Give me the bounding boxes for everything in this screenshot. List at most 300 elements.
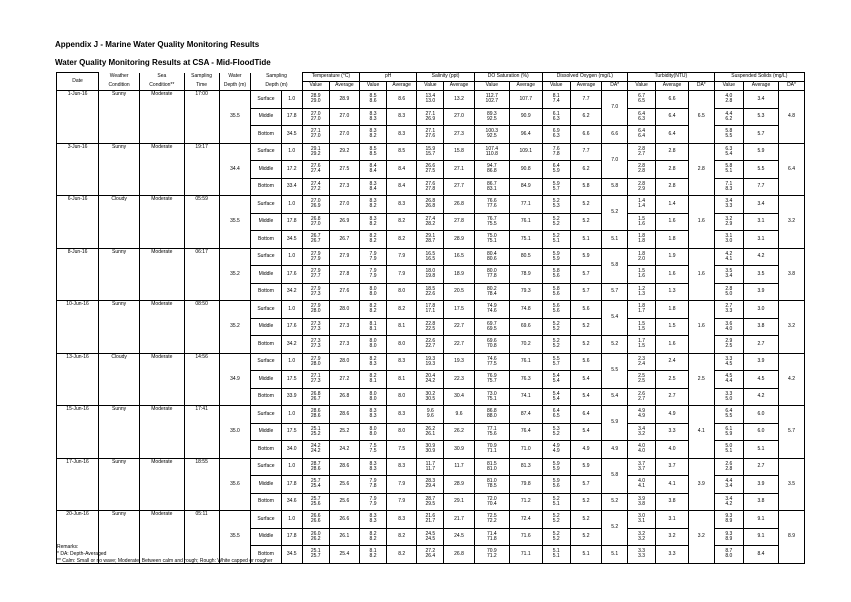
ph-value-reading: 7.5	[369, 443, 377, 449]
turbidity-value-reading: 2.8	[638, 180, 646, 187]
ph-value-reading: 7.9	[369, 478, 377, 484]
turbidity-value	[628, 143, 656, 161]
sampling-depth-value: 33.4	[281, 178, 302, 196]
salinity-value	[417, 108, 444, 126]
turbidity-value-reading: 1.6	[638, 220, 646, 227]
dissolved-oxygen-value	[542, 318, 570, 336]
dissolved-oxygen-value-reading: 5.9	[552, 255, 560, 262]
dissolved-oxygen-value	[542, 528, 570, 546]
time-cell: 19:17	[184, 143, 219, 196]
ph-value-reading: 8.3	[369, 110, 377, 117]
salinity-average: 27.3	[444, 126, 474, 144]
dissolved-oxygen-average: 5.7	[570, 476, 602, 494]
temperature-value-reading: 25.7	[310, 478, 321, 484]
do-saturation-value-reading: 86.7	[486, 180, 497, 187]
salinity-value-reading: 26.1	[425, 430, 436, 437]
temperature-value	[302, 318, 329, 336]
suspended-solids-da: 6.4	[779, 143, 805, 196]
temperature-value	[302, 283, 329, 301]
temperature-value	[302, 353, 329, 371]
temperature-value-reading: 27.3	[310, 338, 321, 344]
suspended-solids-value-reading: 8.9	[725, 535, 733, 542]
dissolved-oxygen-da: 5.4	[602, 301, 628, 336]
turbidity-average: 2.7	[656, 388, 689, 406]
suspended-solids-value-reading: 3.4	[725, 495, 733, 502]
salinity-value	[417, 406, 444, 424]
turbidity-average: 3.7	[656, 458, 689, 476]
header-turbidity: Turbidity(NTU)	[628, 73, 715, 82]
do-saturation-value-reading: 72.5	[486, 513, 497, 519]
dissolved-oxygen-value-reading: 5.2	[552, 220, 560, 227]
turbidity-value-reading: 1.5	[638, 325, 646, 332]
salinity-value	[417, 441, 444, 459]
salinity-average: 9.6	[444, 406, 474, 424]
salinity-value	[417, 266, 444, 284]
turbidity-average: 4.1	[656, 476, 689, 494]
salinity-value-reading: 29.5	[425, 500, 436, 507]
date-cell: 10-Jun-16	[57, 301, 99, 354]
temperature-value-reading: 26.6	[310, 513, 321, 519]
temperature-value-reading: 27.9	[310, 268, 321, 274]
salinity-average: 30.4	[444, 388, 474, 406]
turbidity-da: 1.6	[688, 301, 714, 354]
salinity-value	[417, 458, 444, 476]
dissolved-oxygen-value-reading: 5.2	[552, 343, 560, 350]
turbidity-average: 3.3	[656, 423, 689, 441]
suspended-solids-value-reading: 5.4	[725, 150, 733, 157]
ph-value	[360, 301, 387, 319]
water-depth-cell: 35.5	[219, 511, 251, 564]
do-saturation-value-reading: 69.6	[486, 338, 497, 344]
turbidity-da: 2.5	[688, 353, 714, 406]
temperature-value	[302, 423, 329, 441]
sampling-depth-value: 1.0	[281, 353, 302, 371]
dissolved-oxygen-value-reading: 5.5	[552, 355, 560, 362]
salinity-value	[417, 493, 444, 511]
sampling-depth-value: 1.0	[281, 91, 302, 109]
ph-average: 8.2	[386, 301, 416, 319]
dissolved-oxygen-average: 5.6	[570, 301, 602, 319]
do-saturation-value-reading: 92.5	[486, 133, 497, 140]
water-depth-cell: 35.2	[219, 301, 251, 354]
do-saturation-value-reading: 72.2	[486, 518, 497, 525]
ph-value-reading: 7.9	[369, 255, 377, 262]
suspended-solids-value-reading: 3.6	[725, 320, 733, 327]
dissolved-oxygen-average: 5.2	[570, 318, 602, 336]
turbidity-average: 1.6	[656, 336, 689, 354]
dissolved-oxygen-value-reading: 5.3	[552, 203, 560, 210]
turbidity-value-reading: 2.8	[638, 168, 646, 175]
suspended-solids-average: 9.1	[743, 511, 778, 529]
table-row	[57, 143, 805, 161]
dissolved-oxygen-da-bottom: 5.7	[602, 283, 628, 301]
turbidity-value	[628, 231, 656, 249]
sampling-depth-value: 1.0	[281, 196, 302, 214]
suspended-solids-value-reading: 6.2	[725, 115, 733, 122]
subheader-average: Average	[509, 82, 542, 91]
do-saturation-average: 74.1	[509, 388, 542, 406]
dissolved-oxygen-da: 5.9	[602, 406, 628, 441]
ph-value-reading: 8.4	[369, 163, 377, 169]
suspended-solids-average: 3.9	[743, 476, 778, 494]
do-saturation-value	[474, 353, 509, 371]
turbidity-da: 1.6	[688, 196, 714, 249]
turbidity-average: 3.3	[656, 546, 689, 564]
do-saturation-value	[474, 266, 509, 284]
do-saturation-value-reading: 88.0	[486, 413, 497, 420]
header-water-depth-sub: Depth (m)	[219, 82, 251, 91]
do-saturation-average: 71.2	[509, 493, 542, 511]
dissolved-oxygen-value-reading: 6.3	[552, 133, 560, 140]
suspended-solids-value-reading: 4.4	[725, 478, 733, 484]
salinity-value-reading: 26.6	[425, 163, 436, 169]
salinity-value-reading: 13.0	[425, 98, 436, 105]
suspended-solids-value-reading: 8.9	[725, 518, 733, 525]
temperature-value-reading: 27.0	[310, 110, 321, 117]
ph-value	[360, 476, 387, 494]
sea-cell: Moderate	[140, 248, 184, 301]
salinity-value-reading: 28.7	[425, 238, 436, 245]
suspended-solids-value-reading: 4.2	[725, 250, 733, 257]
turbidity-value-reading: 1.8	[638, 250, 646, 257]
sampling-level-label: Bottom	[251, 441, 281, 459]
time-cell: 17:41	[184, 406, 219, 459]
sampling-level-label: Surface	[251, 143, 281, 161]
turbidity-value-reading: 3.8	[638, 500, 646, 507]
dissolved-oxygen-value-reading: 5.6	[552, 290, 560, 297]
subheader-average: Average	[444, 82, 474, 91]
do-saturation-value	[474, 493, 509, 511]
temperature-value-reading: 27.3	[310, 320, 321, 327]
ph-value-reading: 8.2	[369, 308, 377, 315]
salinity-value-reading: 29.1	[425, 233, 436, 239]
suspended-solids-value	[714, 353, 743, 371]
remarks-title: Remarks:	[57, 544, 79, 550]
temperature-value-reading: 24.2	[310, 443, 321, 449]
salinity-value-reading: 18.0	[425, 268, 436, 274]
suspended-solids-value	[714, 196, 743, 214]
suspended-solids-value-reading: 5.9	[725, 430, 733, 437]
subheader-value: Value	[542, 82, 570, 91]
salinity-value-reading: 27.2	[425, 548, 436, 554]
sampling-level-label: Middle	[251, 528, 281, 546]
salinity-average: 19.3	[444, 353, 474, 371]
turbidity-value-reading: 3.2	[638, 430, 646, 437]
salinity-value	[417, 423, 444, 441]
turbidity-value	[628, 161, 656, 179]
suspended-solids-value-reading: 2.8	[725, 465, 733, 472]
ph-value	[360, 283, 387, 301]
dissolved-oxygen-value	[542, 91, 570, 109]
turbidity-average: 1.6	[656, 266, 689, 284]
time-cell: 14:56	[184, 353, 219, 406]
suspended-solids-average: 3.1	[743, 231, 778, 249]
do-saturation-value-reading: 77.6	[486, 203, 497, 210]
temperature-value-reading: 26.7	[310, 233, 321, 239]
dissolved-oxygen-value	[542, 458, 570, 476]
sampling-depth-value: 34.2	[281, 283, 302, 301]
dissolved-oxygen-value-reading: 5.2	[552, 530, 560, 537]
ph-value	[360, 266, 387, 284]
ph-value-reading: 8.3	[369, 465, 377, 472]
table-row	[57, 406, 805, 424]
dissolved-oxygen-average: 5.2	[570, 196, 602, 214]
subheader-da: DA*	[779, 82, 805, 91]
dissolved-oxygen-da: 7.0	[602, 143, 628, 178]
do-saturation-value	[474, 476, 509, 494]
do-saturation-value-reading: 76.9	[486, 373, 497, 379]
turbidity-average: 1.4	[656, 196, 689, 214]
dissolved-oxygen-value	[542, 423, 570, 441]
temperature-value-reading: 25.7	[310, 553, 321, 560]
dissolved-oxygen-average: 5.8	[570, 178, 602, 196]
salinity-value-reading: 30.2	[425, 390, 436, 397]
weather-cell: Sunny	[99, 248, 140, 301]
suspended-solids-value	[714, 318, 743, 336]
suspended-solids-value-reading: 3.5	[725, 268, 733, 274]
do-saturation-value-reading: 94.7	[486, 163, 497, 169]
turbidity-value-reading: 2.8	[638, 163, 646, 169]
ph-value-reading: 8.3	[369, 180, 377, 187]
suspended-solids-value-reading: 3.2	[725, 215, 733, 222]
do-saturation-value-reading: 81.0	[486, 465, 497, 472]
subheader-value: Value	[302, 82, 329, 91]
ph-value-reading: 7.9	[369, 250, 377, 257]
temperature-value-reading: 27.1	[310, 373, 321, 379]
temperature-value	[302, 528, 329, 546]
do-saturation-value	[474, 178, 509, 196]
temperature-value	[302, 178, 329, 196]
do-saturation-value	[474, 511, 509, 529]
do-saturation-average: 71.6	[509, 528, 542, 546]
subheader-value: Value	[360, 82, 387, 91]
do-saturation-value-reading: 78.4	[486, 290, 497, 297]
do-saturation-value-reading: 110.8	[485, 150, 498, 157]
suspended-solids-average: 3.4	[743, 91, 778, 109]
ph-average: 8.1	[386, 318, 416, 336]
do-saturation-average: 80.5	[509, 248, 542, 266]
temperature-value-reading: 28.6	[310, 408, 321, 414]
salinity-value-reading: 9.6	[426, 408, 434, 414]
temperature-value-reading: 27.3	[310, 290, 321, 297]
salinity-value	[417, 546, 444, 564]
ph-average: 7.9	[386, 266, 416, 284]
date-cell: 15-Jun-16	[57, 406, 99, 459]
temperature-value-reading: 25.1	[310, 548, 321, 554]
do-saturation-average: 79.3	[509, 283, 542, 301]
suspended-solids-value	[714, 458, 743, 476]
sampling-depth-value: 34.2	[281, 336, 302, 354]
sea-cell: Moderate	[140, 458, 184, 511]
turbidity-average: 6.4	[656, 108, 689, 126]
dissolved-oxygen-value-reading: 5.7	[552, 185, 560, 192]
header-sea-sub: Condition**	[140, 82, 184, 91]
table-row	[57, 511, 805, 529]
ph-value	[360, 126, 387, 144]
salinity-value	[417, 126, 444, 144]
do-saturation-value	[474, 406, 509, 424]
do-saturation-average: 76.1	[509, 353, 542, 371]
suspended-solids-average: 7.7	[743, 178, 778, 196]
turbidity-value-reading: 3.7	[638, 460, 646, 467]
ph-value	[360, 406, 387, 424]
do-saturation-value-reading: 75.1	[486, 395, 497, 402]
suspended-solids-value	[714, 283, 743, 301]
temperature-value-reading: 26.0	[310, 530, 321, 537]
dissolved-oxygen-value-reading: 5.9	[552, 168, 560, 175]
sampling-level-label: Middle	[251, 423, 281, 441]
ph-value-reading: 8.1	[369, 320, 377, 327]
ph-value	[360, 248, 387, 266]
dissolved-oxygen-value-reading: 5.6	[552, 303, 560, 309]
dissolved-oxygen-average: 5.2	[570, 336, 602, 354]
dissolved-oxygen-value-reading: 5.2	[552, 338, 560, 344]
suspended-solids-value-reading: 4.5	[725, 373, 733, 379]
turbidity-value-reading: 3.7	[638, 465, 646, 472]
suspended-solids-value-reading: 6.1	[725, 425, 733, 432]
dissolved-oxygen-value-reading: 6.1	[552, 110, 560, 117]
do-saturation-value	[474, 528, 509, 546]
turbidity-value-reading: 3.3	[638, 553, 646, 560]
dissolved-oxygen-da-bottom: 5.1	[602, 231, 628, 249]
header-sampling-depth: Sampling	[251, 73, 303, 82]
do-saturation-value	[474, 388, 509, 406]
temperature-value	[302, 546, 329, 564]
sampling-depth-value: 1.0	[281, 511, 302, 529]
do-saturation-value-reading: 80.2	[486, 285, 497, 292]
do-saturation-average: 76.4	[509, 423, 542, 441]
turbidity-value	[628, 528, 656, 546]
suspended-solids-value-reading: 2.9	[725, 338, 733, 344]
temperature-value	[302, 301, 329, 319]
turbidity-value	[628, 388, 656, 406]
sampling-level-label: Middle	[251, 213, 281, 231]
ph-value-reading: 8.4	[369, 185, 377, 192]
sampling-depth-value: 17.8	[281, 476, 302, 494]
salinity-value-reading: 16.5	[425, 250, 436, 257]
salinity-average: 29.1	[444, 493, 474, 511]
suspended-solids-value	[714, 91, 743, 109]
do-saturation-value-reading: 70.9	[486, 548, 497, 554]
do-saturation-value-reading: 75.6	[486, 430, 497, 437]
do-saturation-value-reading: 72.0	[486, 495, 497, 502]
salinity-average: 28.9	[444, 476, 474, 494]
salinity-value-reading: 26.8	[425, 198, 436, 204]
salinity-average: 26.8	[444, 196, 474, 214]
suspended-solids-value	[714, 371, 743, 389]
ph-value-reading: 8.3	[369, 513, 377, 519]
dissolved-oxygen-value	[542, 353, 570, 371]
temperature-value	[302, 126, 329, 144]
dissolved-oxygen-da: 7.0	[602, 91, 628, 126]
turbidity-average: 3.8	[656, 493, 689, 511]
turbidity-value-reading: 3.0	[638, 513, 646, 519]
turbidity-value-reading: 1.5	[638, 320, 646, 327]
temperature-value	[302, 248, 329, 266]
salinity-value-reading: 22.6	[425, 290, 436, 297]
do-saturation-value	[474, 248, 509, 266]
suspended-solids-average: 6.0	[743, 406, 778, 424]
temperature-value-reading: 27.6	[310, 163, 321, 169]
turbidity-value	[628, 371, 656, 389]
suspended-solids-da: 8.9	[779, 511, 805, 564]
header-temperature: Temperature (°C)	[302, 73, 359, 82]
suspended-solids-value-reading: 2.6	[725, 460, 733, 467]
turbidity-value-reading: 1.5	[638, 215, 646, 222]
suspended-solids-value-reading: 9.3	[725, 530, 733, 537]
salinity-value	[417, 143, 444, 161]
temperature-value-reading: 26.8	[310, 390, 321, 397]
suspended-solids-value-reading: 5.5	[725, 413, 733, 420]
table-row	[57, 301, 805, 319]
dissolved-oxygen-value	[542, 231, 570, 249]
temperature-average: 27.8	[329, 266, 359, 284]
turbidity-value	[628, 423, 656, 441]
salinity-value-reading: 17.8	[425, 303, 436, 309]
turbidity-average: 2.4	[656, 353, 689, 371]
time-cell: 05:59	[184, 196, 219, 249]
salinity-value-reading: 30.5	[425, 395, 436, 402]
do-saturation-value-reading: 70.8	[486, 343, 497, 350]
sampling-depth-value: 1.0	[281, 406, 302, 424]
ph-value-reading: 8.0	[369, 390, 377, 397]
dissolved-oxygen-value	[542, 388, 570, 406]
dissolved-oxygen-value	[542, 178, 570, 196]
table-row	[57, 196, 805, 214]
turbidity-value-reading: 6.4	[638, 110, 646, 117]
ph-value-reading: 8.3	[369, 215, 377, 222]
date-cell: 20-Jun-16	[57, 511, 99, 564]
water-depth-cell: 35.0	[219, 406, 251, 459]
turbidity-value	[628, 353, 656, 371]
dissolved-oxygen-value-reading: 5.2	[552, 430, 560, 437]
ph-average: 8.0	[386, 423, 416, 441]
suspended-solids-value-reading: 2.8	[725, 285, 733, 292]
do-saturation-average: 90.9	[509, 108, 542, 126]
suspended-solids-average: 4.5	[743, 371, 778, 389]
do-saturation-value-reading: 89.3	[486, 110, 497, 117]
turbidity-value-reading: 1.4	[638, 198, 646, 204]
suspended-solids-value-reading: 5.0	[725, 395, 733, 402]
header-suspended-solids: Suspended Solids (mg/L)	[714, 73, 804, 82]
suspended-solids-average: 5.7	[743, 126, 778, 144]
date-cell: 13-Jun-16	[57, 353, 99, 406]
temperature-value	[302, 143, 329, 161]
do-saturation-value-reading: 74.9	[486, 303, 497, 309]
ph-value-reading: 8.2	[369, 535, 377, 542]
do-saturation-value-reading: 71.1	[486, 448, 497, 455]
do-saturation-value-reading: 71.8	[486, 535, 497, 542]
do-saturation-value-reading: 100.3	[485, 128, 499, 134]
salinity-value-reading: 24.5	[425, 530, 436, 537]
salinity-value-reading: 11.7	[425, 460, 436, 467]
turbidity-value-reading: 4.9	[638, 408, 646, 414]
suspended-solids-average: 3.8	[743, 318, 778, 336]
ph-value-reading: 8.2	[369, 238, 377, 245]
dissolved-oxygen-value	[542, 301, 570, 319]
salinity-average: 22.3	[444, 371, 474, 389]
do-saturation-value-reading: 71.4	[486, 530, 497, 537]
sampling-level-label: Bottom	[251, 283, 281, 301]
turbidity-value-reading: 6.7	[638, 93, 646, 99]
temperature-average: 28.0	[329, 301, 359, 319]
salinity-value	[417, 511, 444, 529]
date-cell: 3-Jun-16	[57, 143, 99, 196]
suspended-solids-value-reading: 3.4	[725, 198, 733, 204]
suspended-solids-value	[714, 161, 743, 179]
dissolved-oxygen-value-reading: 4.9	[552, 448, 560, 455]
sampling-level-label: Surface	[251, 406, 281, 424]
